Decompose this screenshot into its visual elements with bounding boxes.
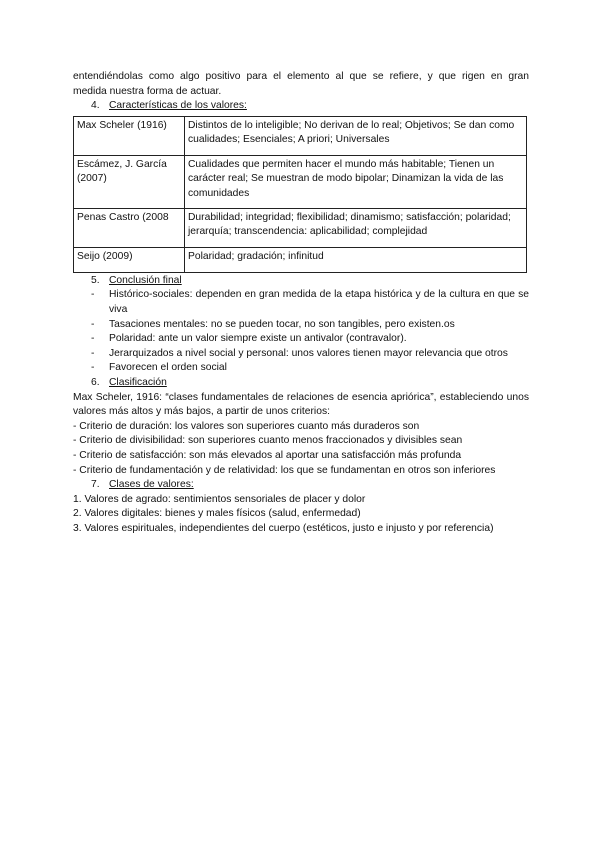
section-4-heading	[73, 99, 529, 114]
criterion-line: - Criterio de divisibilidad: son superiores cuanto menos fraccionados y divisibles sean	[73, 435, 463, 447]
table-row	[74, 247, 527, 272]
characteristics-table	[73, 116, 527, 273]
list-item	[73, 347, 529, 362]
section-4-number: 4.	[91, 100, 100, 112]
section-5-heading	[73, 274, 529, 289]
table-row	[74, 208, 527, 247]
dash-bullet: -	[91, 347, 95, 359]
section-7-title: Clases de valores:	[109, 479, 194, 491]
list-item	[73, 288, 529, 317]
intro-line-1: entendiéndolas como algo positivo para el elemento al que se refiere, y que rigen en gran	[73, 71, 529, 82]
list-item-text: Tasaciones mentales: no se pueden tocar, no son tangibles, pero existen.os	[109, 318, 455, 330]
section-4-title: Características de los valores:	[109, 100, 247, 112]
table-cell-description: Polaridad; gradación; infinitud	[185, 247, 527, 272]
table-cell-author: Penas Castro (2008	[74, 208, 185, 247]
value-class-item: 2. Valores digitales: bienes y males físicos (salud, enfermedad)	[73, 508, 361, 520]
dash-bullet: -	[91, 362, 95, 374]
criterion-line: - Criterio de satisfacción: son más elevados al aportar una satisfacción más profunda	[73, 449, 462, 461]
table-cell-author: Seijo (2009)	[74, 247, 185, 272]
criterion-line: - Criterio de fundamentación y de relatividad: los que se fundamentan en otros son inferiores	[73, 464, 496, 476]
section-6-title: Clasificación	[109, 376, 167, 388]
table-row	[74, 116, 527, 155]
list-item-text: Favorecen el orden social	[109, 362, 227, 374]
list-item	[73, 332, 529, 347]
classification-paragraph: Max Scheler, 1916: “clases fundamentales de relaciones de esencia apriórica”, estableciendo unos valores más altos y más bajos, a partir de unos criterios:	[73, 391, 529, 418]
table-row	[74, 155, 527, 208]
section-5-number: 5.	[91, 274, 100, 286]
intro-line-2: medida nuestra forma de actuar.	[73, 85, 222, 97]
value-class-item: 1. Valores de agrado: sentimientos sensoriales de placer y dolor	[73, 493, 366, 505]
list-item	[73, 361, 529, 376]
dash-bullet: -	[91, 333, 95, 345]
list-item	[73, 318, 529, 333]
list-item-text: Polaridad: ante un valor siempre existe un antivalor (contravalor).	[109, 333, 407, 345]
section-6-heading	[73, 376, 529, 391]
section-7-heading	[73, 478, 529, 493]
table-cell-description: Cualidades que permiten hacer el mundo más habitable; Tienen un carácter real; Se muestran de modo bipolar; Dinamizan la vida de las comunidades	[185, 155, 527, 208]
section-7-number: 7.	[91, 479, 100, 491]
section-5-title: Conclusión final	[109, 274, 182, 286]
dash-bullet: -	[91, 318, 95, 330]
list-item-text: Histórico-sociales: dependen en gran medida de la etapa histórica y de la cultura en que se viva	[109, 289, 529, 315]
table-cell-author: Escámez, J. García (2007)	[74, 155, 185, 208]
table-cell-description: Distintos de lo inteligible; No derivan de lo real; Objetivos; Se dan como cualidades; Esenciales; A priori; Universales	[185, 116, 527, 155]
document-content	[73, 70, 529, 536]
conclusion-list	[73, 288, 529, 376]
section-6-number: 6.	[91, 376, 100, 388]
value-class-item: 3. Valores espirituales, independientes del cuerpo (estéticos, justo e injusto y por referencia)	[73, 522, 494, 534]
criterion-line: - Criterio de duración: los valores son superiores cuanto más duraderos son	[73, 420, 420, 432]
dash-bullet: -	[91, 289, 95, 301]
table-cell-author: Max Scheler (1916)	[74, 116, 185, 155]
list-item-text: Jerarquizados a nivel social y personal: unos valores tienen mayor relevancia que otros	[109, 347, 508, 359]
table-cell-description: Durabilidad; integridad; flexibilidad; dinamismo; satisfacción; polaridad; jerarquía; transcendencia: aplicabilidad; complejidad	[185, 208, 527, 247]
